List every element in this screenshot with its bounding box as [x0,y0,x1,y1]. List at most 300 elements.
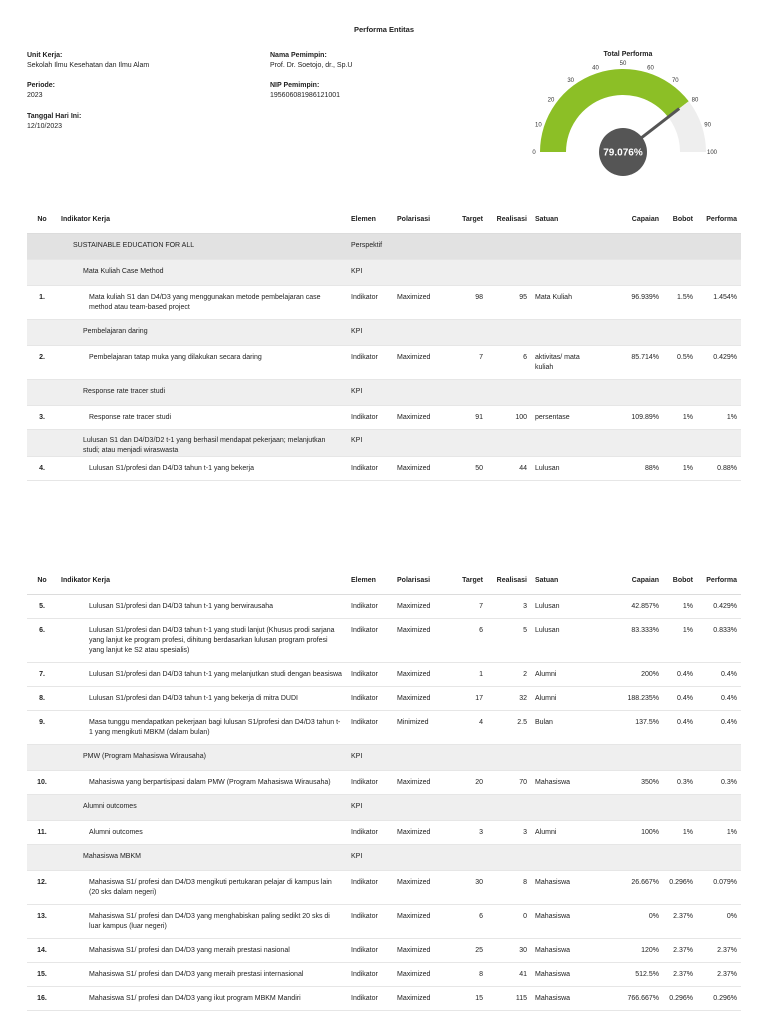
cell-target: 20 [449,770,487,794]
indikator-row [27,710,741,744]
unit-kerja-label: Unit Kerja: [27,52,63,59]
gauge-tick-label: 10 [535,122,542,129]
row-empty [449,794,487,820]
cell-bobot: 0.296% [663,986,697,1010]
cell-bobot: 1% [663,618,697,662]
cell-indikator: Response rate tracer studi [57,405,347,429]
cell-capaian: 766.667% [603,986,663,1010]
cell-bobot: 0.5% [663,345,697,379]
row-empty [697,744,741,770]
cell-target: 7 [449,594,487,618]
cell-performa: 0.079% [697,870,741,904]
cell-polarisasi: Maximized [393,686,449,710]
cell-polarisasi: Maximized [393,820,449,844]
table-header-row [27,207,741,233]
cell-capaian: 100% [603,820,663,844]
cell-indikator: Mahasiswa S1/ profesi dan D4/D3 yang meraih prestasi internasional [57,962,347,986]
row-empty [487,379,531,405]
header-indikator: Indikator Kerja [57,568,347,594]
row-empty [663,233,697,259]
performance-gauge [530,60,720,180]
cell-bobot: 0.4% [663,662,697,686]
cell-performa: 2.37% [697,962,741,986]
cell-elemen: Indikator [347,405,393,429]
header-capaian: Capaian [603,207,663,233]
cell-polarisasi: Maximized [393,456,449,480]
periode-label: Periode: [27,82,56,89]
row-empty [531,259,603,285]
tanggal-value: 12/10/2023 [27,122,63,130]
cell-realisasi: 6 [487,345,531,379]
cell-performa: 1% [697,405,741,429]
cell-target: 98 [449,285,487,319]
row-empty [531,844,603,870]
cell-capaian: 96.939% [603,285,663,319]
cell-capaian: 109.89% [603,405,663,429]
cell-performa: 1% [697,820,741,844]
cell-elemen: Indikator [347,662,393,686]
indikator-row [27,770,741,794]
cell-polarisasi: Maximized [393,770,449,794]
row-empty [603,744,663,770]
cell-target: 8 [449,962,487,986]
row-empty [449,259,487,285]
cell-realisasi: 3 [487,594,531,618]
row-indikator: SUSTAINABLE EDUCATION FOR ALL [57,233,347,259]
row-empty [449,844,487,870]
gauge-tick-label: 60 [647,65,654,72]
cell-capaian: 188.235% [603,686,663,710]
header-bobot: Bobot [663,568,697,594]
perspective-row [27,233,741,259]
row-indikator: Alumni outcomes [57,794,347,820]
indikator-row [27,594,741,618]
cell-indikator: Mahasiswa S1/ profesi dan D4/D3 yang ikut program MBKM Mandiri [57,986,347,1010]
cell-no: 5. [27,594,57,618]
cell-bobot: 1% [663,405,697,429]
cell-indikator: Pembelajaran tatap muka yang dilakukan secara daring [57,345,347,379]
cell-no: 7. [27,662,57,686]
header-target: Target [449,568,487,594]
cell-no: 13. [27,904,57,938]
row-empty [449,233,487,259]
header-capaian: Capaian [603,568,663,594]
table-header-row [27,568,741,594]
row-empty [603,794,663,820]
header-bobot: Bobot [663,207,697,233]
row-empty [697,319,741,345]
cell-capaian: 85.714% [603,345,663,379]
row-empty [449,379,487,405]
indikator-row [27,820,741,844]
cell-satuan: Mata Kuliah [531,285,603,319]
row-empty [663,259,697,285]
cell-satuan: Lulusan [531,456,603,480]
cell-satuan: Mahasiswa [531,904,603,938]
cell-elemen: Indikator [347,986,393,1010]
indikator-row [27,938,741,962]
row-empty [697,794,741,820]
row-indikator: Pembelajaran daring [57,319,347,345]
tanggal-label: Tanggal Hari Ini: [27,113,82,120]
cell-bobot: 2.37% [663,938,697,962]
cell-performa: 0.296% [697,986,741,1010]
cell-elemen: Indikator [347,904,393,938]
cell-indikator: Mahasiswa yang berpartisipasi dalam PMW (Program Mahasiswa Wirausaha) [57,770,347,794]
cell-satuan: persentase [531,405,603,429]
cell-target: 25 [449,938,487,962]
row-empty [603,844,663,870]
cell-bobot: 1% [663,820,697,844]
gauge-tick-label: 100 [706,150,718,156]
cell-elemen: Indikator [347,456,393,480]
cell-no: 10. [27,770,57,794]
kpi-table-2 [27,568,741,1011]
row-empty [697,259,741,285]
cell-no: 14. [27,938,57,962]
nip-label: NIP Pemimpin: [270,82,320,89]
indikator-row [27,618,741,662]
cell-bobot: 1% [663,456,697,480]
row-empty [487,794,531,820]
row-empty [697,379,741,405]
periode-value: 2023 [27,91,43,99]
cell-elemen: Indikator [347,938,393,962]
row-empty [603,429,663,456]
cell-target: 6 [449,618,487,662]
gauge-tick-label: 40 [592,65,599,72]
cell-performa: 0% [697,904,741,938]
cell-polarisasi: Maximized [393,962,449,986]
row-elemen: KPI [347,379,393,405]
cell-elemen: Indikator [347,870,393,904]
cell-performa: 0.4% [697,662,741,686]
kpi-table-1 [27,207,741,481]
row-elemen: KPI [347,259,393,285]
cell-satuan: Mahasiswa [531,986,603,1010]
row-empty [393,233,449,259]
row-empty [663,744,697,770]
cell-target: 7 [449,345,487,379]
header-realisasi: Realisasi [487,207,531,233]
row-empty [663,794,697,820]
row-empty [603,379,663,405]
row-no [27,319,57,345]
cell-realisasi: 100 [487,405,531,429]
cell-bobot: 0.4% [663,686,697,710]
cell-target: 30 [449,870,487,904]
row-empty [697,844,741,870]
row-empty [487,233,531,259]
row-empty [603,259,663,285]
row-elemen: KPI [347,744,393,770]
row-no [27,744,57,770]
cell-indikator: Mahasiswa S1/ profesi dan D4/D3 yang menghabiskan paling sedikt 20 sks di luar kampus (luar negeri) [57,904,347,938]
cell-no: 6. [27,618,57,662]
row-empty [393,259,449,285]
cell-satuan: Lulusan [531,618,603,662]
header-elemen: Elemen [347,207,393,233]
pemimpin-value: Prof. Dr. Soetojo, dr., Sp.U [270,61,353,69]
cell-elemen: Indikator [347,962,393,986]
cell-elemen: Indikator [347,710,393,744]
cell-elemen: Indikator [347,345,393,379]
cell-target: 1 [449,662,487,686]
row-no [27,844,57,870]
row-no [27,379,57,405]
cell-no: 15. [27,962,57,986]
cell-capaian: 137.5% [603,710,663,744]
indikator-row [27,986,741,1010]
cell-satuan: Alumni [531,662,603,686]
cell-bobot: 2.37% [663,904,697,938]
cell-realisasi: 115 [487,986,531,1010]
cell-no: 8. [27,686,57,710]
row-empty [393,844,449,870]
cell-target: 91 [449,405,487,429]
cell-satuan: Alumni [531,820,603,844]
row-empty [393,319,449,345]
row-empty [487,744,531,770]
cell-no: 4. [27,456,57,480]
kpi-row [27,744,741,770]
row-indikator: Mata Kuliah Case Method [57,259,347,285]
cell-realisasi: 2 [487,662,531,686]
header-polarisasi: Polarisasi [393,207,449,233]
cell-polarisasi: Maximized [393,618,449,662]
cell-target: 50 [449,456,487,480]
row-empty [697,233,741,259]
nip-block [270,81,340,100]
cell-performa: 0.4% [697,686,741,710]
row-indikator: PMW (Program Mahasiswa Wirausaha) [57,744,347,770]
row-empty [487,319,531,345]
row-empty [531,233,603,259]
gauge-tick-label: 50 [619,61,627,67]
cell-elemen: Indikator [347,770,393,794]
pemimpin-block [270,51,352,70]
cell-no: 1. [27,285,57,319]
indikator-row [27,456,741,480]
cell-bobot: 1% [663,594,697,618]
cell-performa: 0.833% [697,618,741,662]
cell-realisasi: 32 [487,686,531,710]
cell-satuan: Bulan [531,710,603,744]
cell-indikator: Lulusan S1/profesi dan D4/D3 tahun t-1 yang bekerja di mitra DUDI [57,686,347,710]
cell-realisasi: 41 [487,962,531,986]
cell-realisasi: 8 [487,870,531,904]
cell-performa: 0.429% [697,594,741,618]
row-empty [531,744,603,770]
cell-no: 2. [27,345,57,379]
row-elemen: KPI [347,794,393,820]
cell-capaian: 0% [603,904,663,938]
cell-polarisasi: Maximized [393,345,449,379]
pemimpin-label: Nama Pemimpin: [270,52,327,59]
cell-no: 11. [27,820,57,844]
cell-bobot: 0.296% [663,870,697,904]
gauge-tick-label: 90 [704,122,711,129]
indikator-row [27,686,741,710]
cell-performa: 0.4% [697,710,741,744]
kpi-row [27,794,741,820]
indikator-row [27,870,741,904]
row-empty [663,319,697,345]
row-empty [449,744,487,770]
indikator-row [27,662,741,686]
row-empty [449,429,487,456]
cell-satuan: Lulusan [531,594,603,618]
kpi-row [27,259,741,285]
cell-elemen: Indikator [347,820,393,844]
cell-indikator: Lulusan S1/profesi dan D4/D3 tahun t-1 yang berwirausaha [57,594,347,618]
row-indikator: Mahasiswa MBKM [57,844,347,870]
cell-capaian: 350% [603,770,663,794]
header-realisasi: Realisasi [487,568,531,594]
cell-capaian: 88% [603,456,663,480]
gauge-tick-label: 20 [547,97,555,104]
header-no: No [27,207,57,233]
header-performa: Performa [697,568,741,594]
header-performa: Performa [697,207,741,233]
cell-polarisasi: Maximized [393,986,449,1010]
gauge-tick-label: 30 [567,77,575,84]
cell-realisasi: 5 [487,618,531,662]
row-empty [393,794,449,820]
cell-realisasi: 0 [487,904,531,938]
indikator-row [27,904,741,938]
row-empty [531,319,603,345]
cell-bobot: 1.5% [663,285,697,319]
cell-polarisasi: Maximized [393,405,449,429]
row-empty [663,844,697,870]
cell-elemen: Indikator [347,285,393,319]
row-no [27,429,57,456]
row-empty [663,379,697,405]
cell-performa: 2.37% [697,938,741,962]
indikator-row [27,285,741,319]
cell-realisasi: 44 [487,456,531,480]
row-elemen: KPI [347,429,393,456]
cell-target: 17 [449,686,487,710]
cell-realisasi: 3 [487,820,531,844]
header-satuan: Satuan [531,207,603,233]
row-indikator: Lulusan S1 dan D4/D3/D2 t-1 yang berhasil mendapat pekerjaan; melanjutkan studi; atau menjadi wiraswasta [57,429,347,456]
unit-kerja-block [27,51,149,70]
cell-target: 6 [449,904,487,938]
cell-indikator: Lulusan S1/profesi dan D4/D3 tahun t-1 yang studi lanjut (Khusus prodi sarjana yang lanjut ke program profesi, dihitung berdasarkan lulusan program profesi yang lanjut ke S2 atau spesialis) [57,618,347,662]
indikator-row [27,962,741,986]
kpi-row [27,319,741,345]
header-polarisasi: Polarisasi [393,568,449,594]
cell-realisasi: 2.5 [487,710,531,744]
cell-satuan: Mahasiswa [531,770,603,794]
row-elemen: KPI [347,844,393,870]
row-empty [487,429,531,456]
gauge-tick-label: 70 [671,77,679,84]
row-empty [449,319,487,345]
row-no [27,259,57,285]
cell-satuan: Mahasiswa [531,962,603,986]
row-empty [603,233,663,259]
kpi-row [27,844,741,870]
row-empty [487,259,531,285]
cell-no: 16. [27,986,57,1010]
gauge-tick-label: 0 [532,150,536,156]
row-elemen: Perspektif [347,233,393,259]
unit-kerja-value: Sekolah Ilmu Kesehatan dan Ilmu Alam [27,61,150,69]
cell-polarisasi: Maximized [393,938,449,962]
cell-realisasi: 95 [487,285,531,319]
row-empty [393,379,449,405]
cell-elemen: Indikator [347,618,393,662]
cell-satuan: Mahasiswa [531,938,603,962]
cell-target: 3 [449,820,487,844]
row-empty [393,744,449,770]
gauge-title: Total Performa [603,51,653,58]
periode-block [27,81,55,100]
gauge-tick-label: 80 [691,97,699,104]
row-empty [531,429,603,456]
row-elemen: KPI [347,319,393,345]
cell-realisasi: 30 [487,938,531,962]
cell-indikator: Mata kuliah S1 dan D4/D3 yang menggunakan metode pembelajaran case method atau team-based project [57,285,347,319]
cell-capaian: 42.857% [603,594,663,618]
cell-polarisasi: Minimized [393,710,449,744]
cell-no: 3. [27,405,57,429]
header-satuan: Satuan [531,568,603,594]
header-elemen: Elemen [347,568,393,594]
cell-indikator: Masa tunggu mendapatkan pekerjaan bagi lulusan S1/profesi dan D4/D3 tahun t-1 yang mengikuti MBKM (dalam bulan) [57,710,347,744]
row-empty [603,319,663,345]
cell-capaian: 26.667% [603,870,663,904]
cell-no: 12. [27,870,57,904]
row-empty [531,794,603,820]
indikator-row [27,405,741,429]
cell-performa: 0.429% [697,345,741,379]
cell-polarisasi: Maximized [393,285,449,319]
cell-performa: 0.88% [697,456,741,480]
cell-performa: 1.454% [697,285,741,319]
row-empty [663,429,697,456]
header-target: Target [449,207,487,233]
cell-target: 15 [449,986,487,1010]
cell-no: 9. [27,710,57,744]
row-empty [531,379,603,405]
cell-polarisasi: Maximized [393,870,449,904]
header-indikator: Indikator Kerja [57,207,347,233]
cell-indikator: Mahasiswa S1/ profesi dan D4/D3 yang meraih prestasi nasional [57,938,347,962]
cell-polarisasi: Maximized [393,594,449,618]
cell-elemen: Indikator [347,686,393,710]
cell-capaian: 512.5% [603,962,663,986]
indikator-row [27,345,741,379]
cell-polarisasi: Maximized [393,904,449,938]
cell-bobot: 0.4% [663,710,697,744]
cell-realisasi: 70 [487,770,531,794]
row-no [27,233,57,259]
row-no [27,794,57,820]
row-empty [487,844,531,870]
row-indikator: Response rate tracer studi [57,379,347,405]
gauge-value-label: 79.076% [603,147,643,159]
cell-indikator: Alumni outcomes [57,820,347,844]
nip-value: 195606081986121001 [270,91,341,99]
cell-bobot: 0.3% [663,770,697,794]
page-title: Performa Entitas [353,25,415,34]
cell-elemen: Indikator [347,594,393,618]
row-empty [393,429,449,456]
